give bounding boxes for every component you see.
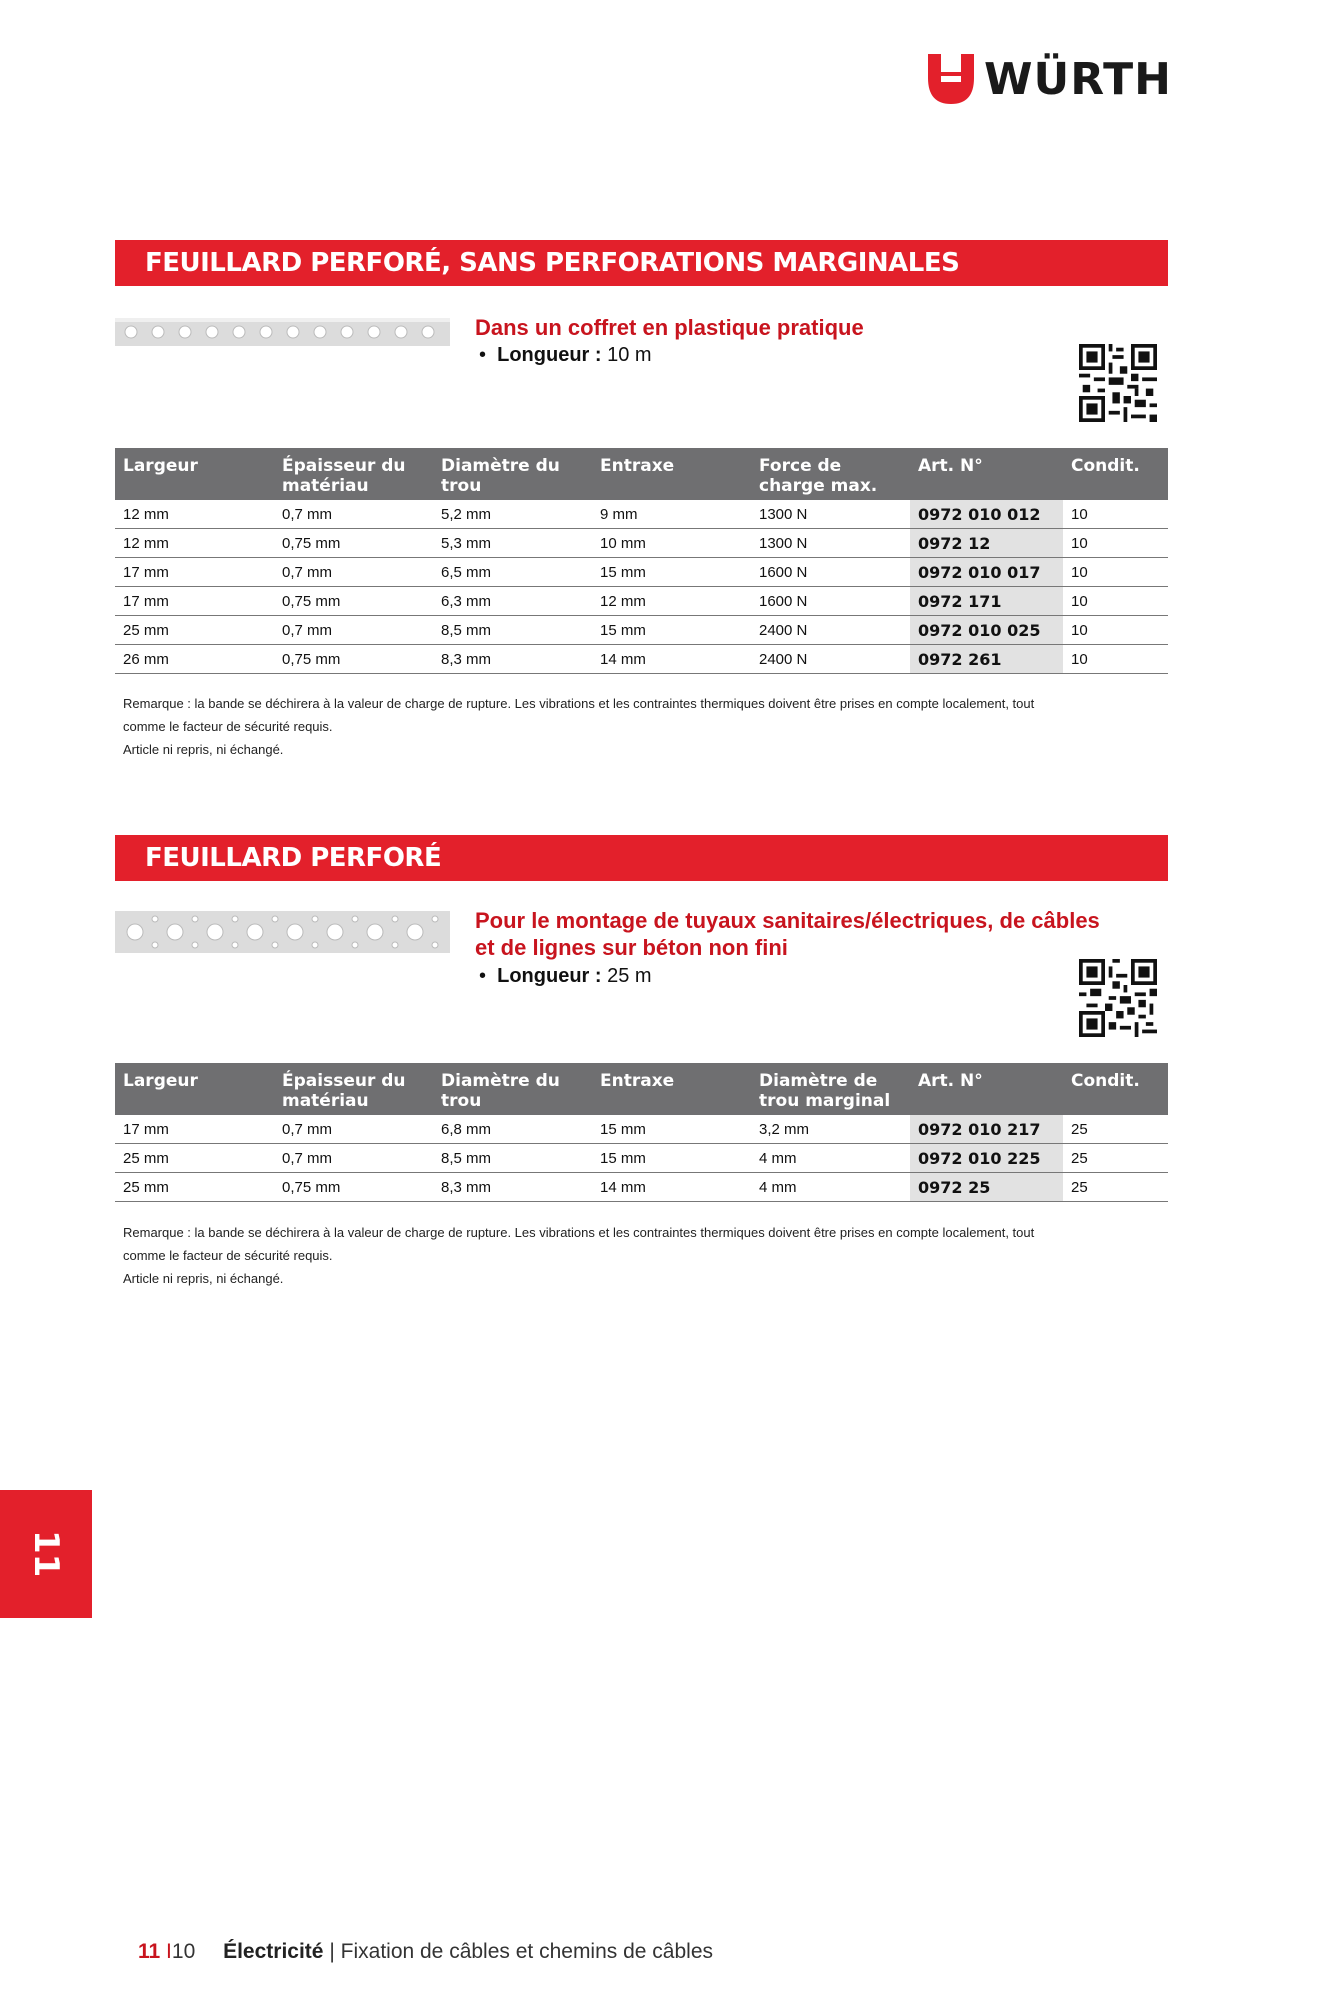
cell: 0,75 mm bbox=[274, 645, 433, 674]
col-largeur: Largeur bbox=[115, 1063, 274, 1115]
table-row bbox=[115, 616, 1168, 645]
cell: 12 mm bbox=[592, 587, 751, 616]
col-art-no: Art. N° bbox=[910, 448, 1063, 500]
cell: 10 bbox=[1063, 616, 1168, 645]
cell: 1300 N bbox=[751, 500, 910, 529]
cell: 0,7 mm bbox=[274, 1144, 433, 1173]
length-spec: • Longueur : 25 m bbox=[479, 965, 652, 987]
col-force: Force de charge max. bbox=[751, 448, 910, 500]
cell: 0,7 mm bbox=[274, 500, 433, 529]
article-number: 0972 010 017 bbox=[910, 558, 1063, 587]
length-label: Longueur : bbox=[497, 965, 602, 987]
cell: 12 mm bbox=[115, 500, 274, 529]
cell: 6,3 mm bbox=[433, 587, 592, 616]
cell: 10 bbox=[1063, 529, 1168, 558]
section-subtitle-line-1: Pour le montage de tuyaux sanitaires/électriques, de câbles bbox=[475, 908, 1100, 933]
table-row bbox=[115, 587, 1168, 616]
article-number: 0972 010 025 bbox=[910, 616, 1063, 645]
col-diametre: Diamètre du trou bbox=[433, 1063, 592, 1115]
cell: 3,2 mm bbox=[751, 1115, 910, 1144]
col-condit: Condit. bbox=[1063, 1063, 1168, 1115]
cell: 8,3 mm bbox=[433, 1173, 592, 1202]
cell: 8,5 mm bbox=[433, 1144, 592, 1173]
cell: 2400 N bbox=[751, 616, 910, 645]
cell: 0,75 mm bbox=[274, 529, 433, 558]
qr-code-icon[interactable] bbox=[1079, 959, 1157, 1037]
footer-topic: Fixation de câbles et chemins de câbles bbox=[340, 1940, 714, 1963]
cell: 0,75 mm bbox=[274, 587, 433, 616]
remark bbox=[123, 1221, 1168, 1290]
col-diametre-marginal: Diamètre de trou marginal bbox=[751, 1063, 910, 1115]
section-title: FEUILLARD PERFORÉ bbox=[115, 835, 1168, 881]
page-separator: I bbox=[166, 1940, 172, 1963]
cell: 8,5 mm bbox=[433, 616, 592, 645]
footer-divider: | bbox=[329, 1940, 335, 1963]
col-art-no: Art. N° bbox=[910, 1063, 1063, 1115]
chapter-tab[interactable] bbox=[0, 1490, 92, 1618]
table-header bbox=[115, 1063, 1168, 1115]
col-largeur: Largeur bbox=[115, 448, 274, 500]
product-table bbox=[115, 1063, 1168, 1202]
remark bbox=[123, 692, 1168, 761]
cell: 15 mm bbox=[592, 1115, 751, 1144]
cell: 10 bbox=[1063, 587, 1168, 616]
remark-line: comme le facteur de sécurité requis. bbox=[123, 719, 333, 734]
article-number: 0972 12 bbox=[910, 529, 1063, 558]
col-diametre: Diamètre du trou bbox=[433, 448, 592, 500]
page-footer bbox=[138, 1940, 713, 1964]
cell: 15 mm bbox=[592, 616, 751, 645]
cell: 0,7 mm bbox=[274, 616, 433, 645]
cell: 1300 N bbox=[751, 529, 910, 558]
cell: 0,7 mm bbox=[274, 1115, 433, 1144]
cell: 25 bbox=[1063, 1144, 1168, 1173]
cell: 10 mm bbox=[592, 529, 751, 558]
section-subtitle: Dans un coffret en plastique pratique bbox=[475, 315, 864, 340]
cell: 12 mm bbox=[115, 529, 274, 558]
logo-text: WÜRTH bbox=[984, 54, 1173, 105]
article-number: 0972 25 bbox=[910, 1173, 1063, 1202]
section-1 bbox=[115, 240, 1168, 757]
cell: 8,3 mm bbox=[433, 645, 592, 674]
cell: 5,2 mm bbox=[433, 500, 592, 529]
remark-line: Remarque : la bande se déchirera à la valeur de charge de rupture. Les vibrations et les contraintes thermiques doivent être prises en compte localement, tout bbox=[123, 696, 1035, 711]
perforated-strip-image bbox=[115, 911, 450, 953]
chapter-number: 11 bbox=[26, 1530, 66, 1578]
col-condit: Condit. bbox=[1063, 448, 1168, 500]
article-number: 0972 261 bbox=[910, 645, 1063, 674]
footer-category: Électricité bbox=[223, 1940, 324, 1963]
cell: 10 bbox=[1063, 500, 1168, 529]
product-table bbox=[115, 448, 1168, 674]
cell: 5,3 mm bbox=[433, 529, 592, 558]
cell: 25 mm bbox=[115, 1173, 274, 1202]
page-number: 11 bbox=[138, 1940, 161, 1963]
cell: 14 mm bbox=[592, 645, 751, 674]
col-epaisseur: Épaisseur du matériau bbox=[274, 1063, 433, 1115]
article-number: 0972 010 225 bbox=[910, 1144, 1063, 1173]
cell: 25 mm bbox=[115, 1144, 274, 1173]
cell: 9 mm bbox=[592, 500, 751, 529]
col-entraxe: Entraxe bbox=[592, 1063, 751, 1115]
section-title: FEUILLARD PERFORÉ, SANS PERFORATIONS MARGINALES bbox=[115, 240, 1168, 286]
cell: 25 bbox=[1063, 1115, 1168, 1144]
table-row bbox=[115, 1144, 1168, 1173]
cell: 0,75 mm bbox=[274, 1173, 433, 1202]
cell: 10 bbox=[1063, 558, 1168, 587]
cell: 6,5 mm bbox=[433, 558, 592, 587]
cell: 4 mm bbox=[751, 1173, 910, 1202]
perforated-strip-image bbox=[115, 316, 450, 348]
table-row bbox=[115, 1173, 1168, 1202]
cell: 26 mm bbox=[115, 645, 274, 674]
article-number: 0972 010 012 bbox=[910, 500, 1063, 529]
cell: 17 mm bbox=[115, 558, 274, 587]
wurth-logo bbox=[928, 52, 1173, 108]
article-number: 0972 010 217 bbox=[910, 1115, 1063, 1144]
cell: 2400 N bbox=[751, 645, 910, 674]
cell: 4 mm bbox=[751, 1144, 910, 1173]
table-row bbox=[115, 500, 1168, 529]
length-spec: • Longueur : 10 m bbox=[479, 344, 652, 366]
wurth-logo-icon bbox=[928, 54, 974, 104]
section-2 bbox=[115, 835, 1168, 1286]
article-number: 0972 171 bbox=[910, 587, 1063, 616]
cell: 17 mm bbox=[115, 587, 274, 616]
cell: 25 mm bbox=[115, 616, 274, 645]
length-label: Longueur : bbox=[497, 344, 602, 366]
remark-line: comme le facteur de sécurité requis. bbox=[123, 1248, 333, 1263]
remark-line: Article ni repris, ni échangé. bbox=[123, 742, 284, 757]
sub-page-number: 10 bbox=[171, 1940, 196, 1963]
cell: 1600 N bbox=[751, 587, 910, 616]
cell: 17 mm bbox=[115, 1115, 274, 1144]
length-value: 25 m bbox=[607, 965, 652, 987]
cell: 1600 N bbox=[751, 558, 910, 587]
cell: 6,8 mm bbox=[433, 1115, 592, 1144]
cell: 15 mm bbox=[592, 1144, 751, 1173]
section-subtitle-line-2: et de lignes sur béton non fini bbox=[475, 935, 788, 960]
table-row bbox=[115, 1115, 1168, 1144]
remark-line: Remarque : la bande se déchirera à la valeur de charge de rupture. Les vibrations et les contraintes thermiques doivent être prises en compte localement, tout bbox=[123, 1225, 1035, 1240]
cell: 0,7 mm bbox=[274, 558, 433, 587]
col-entraxe: Entraxe bbox=[592, 448, 751, 500]
cell: 10 bbox=[1063, 645, 1168, 674]
length-value: 10 m bbox=[607, 344, 652, 366]
table-row bbox=[115, 645, 1168, 674]
table-row bbox=[115, 529, 1168, 558]
cell: 15 mm bbox=[592, 558, 751, 587]
qr-code-icon[interactable] bbox=[1079, 344, 1157, 422]
cell: 25 bbox=[1063, 1173, 1168, 1202]
cell: 14 mm bbox=[592, 1173, 751, 1202]
table-header bbox=[115, 448, 1168, 500]
remark-line: Article ni repris, ni échangé. bbox=[123, 1271, 284, 1286]
col-epaisseur: Épaisseur du matériau bbox=[274, 448, 433, 500]
table-row bbox=[115, 558, 1168, 587]
